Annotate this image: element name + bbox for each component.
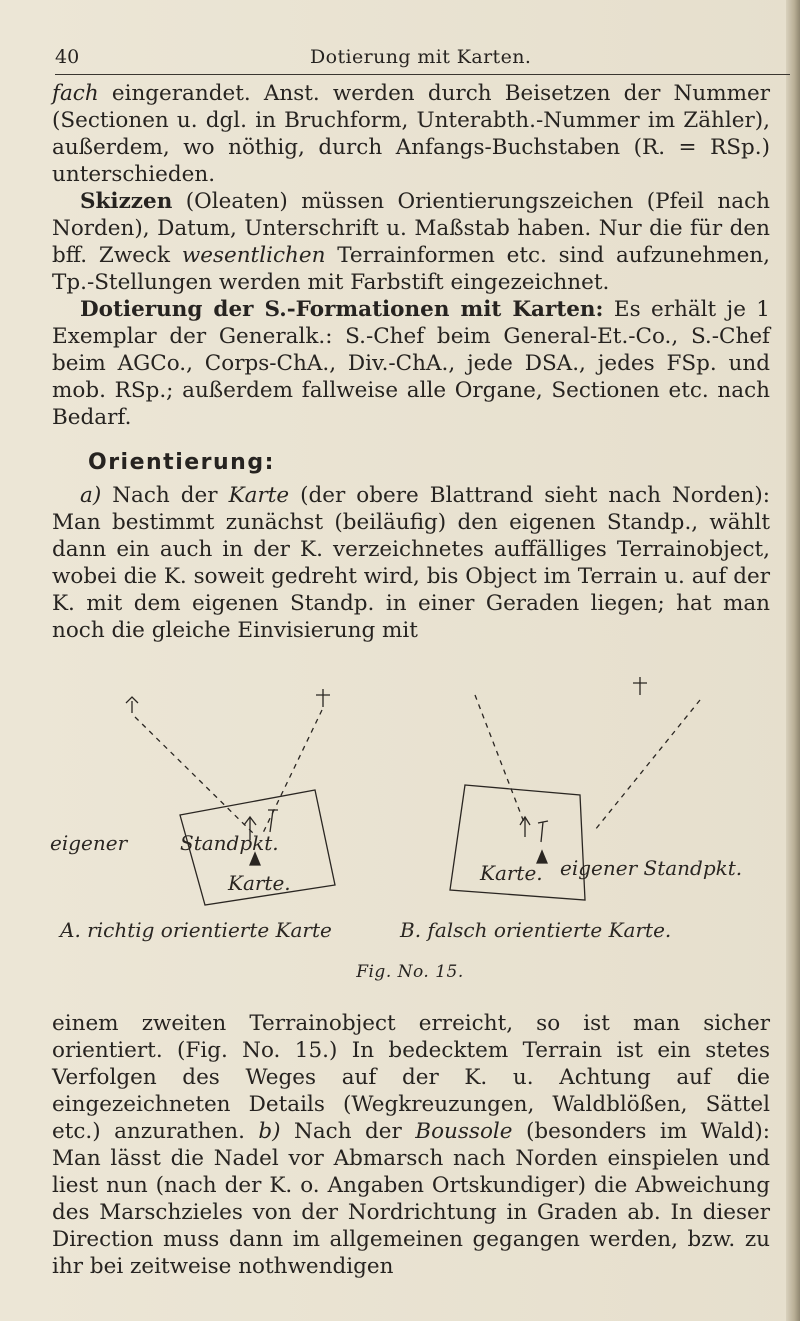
paragraph-text: Nach der [280,1119,416,1144]
item-label-a: a) [80,483,102,508]
item-label-b: b) [258,1119,281,1144]
paragraph-text: eingerandet. Anst. werden durch Beisetzen der Nummer (Sectionen u. dgl. in Bruchform, Unterabth.-Nummer im Zähler), außerdem, wo nöthig, durch Anfangs-Buchstaben (R. = RSp.) unterschieden. [52,81,770,187]
label-standpkt-left: Standpkt. [180,831,279,855]
emphasis-wesentlichen: wesentlichen [181,243,326,268]
emphasis-karte: Karte [228,483,290,508]
figure-drawing [40,675,780,960]
figure-15 [40,675,780,995]
label-eigener-standpkt-right: eigener Standpkt. [560,856,743,880]
emphasis-boussole: Boussole [415,1119,513,1144]
bottom-text-block [52,1010,770,1280]
label-karte-right: Karte. [480,861,543,885]
running-title: Dotierung mit Karten. [310,46,532,68]
paragraph-text: Terrainformen etc. sind aufzunehmen, Tp.-Stellungen werden mit Farbstift eingezeichnet. [52,243,770,295]
paragraph-skizzen [52,188,770,296]
paragraph-continuation [52,1010,770,1280]
paragraph-dotierung [52,296,770,431]
page-edge [786,0,800,1321]
figure-caption: Fig. No. 15. [356,962,464,982]
paragraph-text: Nach der [101,483,229,508]
paragraph-text: (der obere Blattrand sieht nach Norden): Man bestimmt zunächst (beiläufig) den eigenen Standp., wählt dann ein auch in der K. verzeichnetes auffälliges Terrainobject, wobei die K. soweit gedreht wird, bis Object im Terrain u. auf der K. mit dem eigenen Standp. in einer Geraden liegen; hat man noch die gleiche Einvisierung mit [52,483,770,643]
paragraph-text: (Oleaten) müssen Orientierungszeichen (Pfeil nach Norden), Datum, Unterschrift u. Maßstab haben. Nur die für den bff. Zweck [52,189,770,268]
paragraph-text: (besonders im Wald): Man lässt die Nadel vor Abmarsch nach Norden einspielen und liest nun (nach der K. o. Angaben Ortskundiger) die Abweichung des Marschzieles von der Nordrichtung in Graden ab. In dieser Direction muss dann im allgemeinen gegangen werden, bzw. zu ihr bei zeitweise nothwendigen [52,1119,770,1279]
term-skizzen: Skizzen [80,189,173,214]
paragraph-orientierung-a [52,482,770,644]
section-heading-orientierung: Orientierung: [88,450,275,475]
paragraph-eingerandet [52,80,770,188]
page-number: 40 [55,46,80,68]
label-eigener-left: eigener [50,831,128,855]
running-header [55,40,790,75]
word-fach: fach [52,81,99,106]
paragraph-text: einem zweiten Terrainobject erreicht, so ist man sicher orientiert. (Fig. No. 15.) In bedecktem Terrain ist ein stetes Verfolgen des Weges auf der K. u. Achtung auf die eingezeichneten Details (Wegkreuzungen, Waldblößen, Sättel etc.) anzurathen. [52,1011,770,1144]
label-karte-left: Karte. [228,871,291,895]
caption-b-right: B. falsch orientierte Karte. [400,918,672,942]
top-text-block [52,80,770,644]
caption-a-left: A. richtig orientierte Karte [60,918,332,942]
paragraph-text: Es erhält je 1 Exemplar der Generalk.: S.-Chef beim General-Et.-Co., S.-Chef beim AGCo., Corps-ChA., Div.-ChA., jede DSA., jedes FSp. und mob. RSp.; außerdem fallweise alle Organe, Sectionen etc. nach Bedarf. [52,297,770,430]
term-dotierung: Dotierung der S.-Formationen mit Karten: [80,297,604,322]
